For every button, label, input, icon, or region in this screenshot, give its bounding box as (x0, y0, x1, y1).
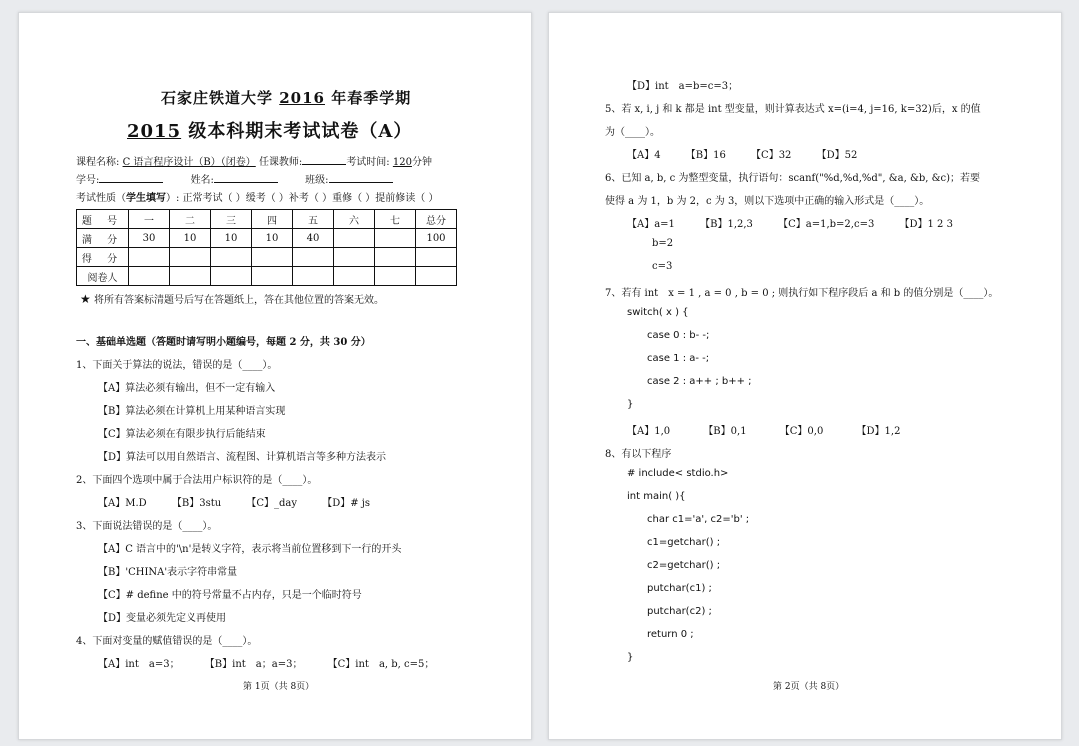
table-cell: 满 分 (77, 229, 129, 248)
code-line: # include< stdio.h> (627, 468, 729, 479)
student-id-label: 学号: (76, 175, 100, 186)
question-4-option-b: 【B】int a；a=3； (204, 659, 303, 670)
table-cell: 40 (293, 229, 334, 248)
table-cell[interactable] (170, 267, 211, 286)
course-name: C 语言程序设计（B）（闭卷） (122, 157, 256, 168)
code-line: case 2 : a++ ; b++ ; (647, 376, 752, 387)
full-score-row (77, 229, 457, 248)
question-2-options (98, 494, 392, 509)
table-cell: 得 分 (77, 248, 129, 267)
notice-text: 将所有答案标清题号后写在答题纸上，答在其他位置的答案无效。 (93, 295, 384, 306)
question-5-option-b: 【B】16 (685, 150, 726, 161)
question-2-stem: 2、下面四个选项中属于合法用户标识符的是（____）。 (76, 475, 318, 486)
question-1-option-b: 【B】算法必须在计算机上用某种语言实现 (98, 406, 286, 417)
teacher-label: 任课教师: (258, 157, 303, 168)
question-1-option-d: 【D】算法可以用自然语言、流程图、计算机语言等多种方法表示 (98, 452, 387, 463)
section-title: 一、基础单选题（答题时请写明小题编号，每题 2 分，共 30 分） (76, 337, 371, 348)
table-cell: 10 (252, 229, 293, 248)
question-3-option-a: 【A】C 语言中的'\n'是转义字符，表示将当前位置移到下一行的开头 (98, 544, 402, 555)
table-cell: 四 (252, 210, 293, 229)
exam-nature-line (76, 189, 438, 204)
question-4-options (98, 655, 456, 670)
question-4-option-a: 【A】int a=3； (98, 659, 180, 670)
table-cell: 阅卷人 (77, 267, 129, 286)
question-6-option-a: 【A】a=1 (627, 219, 675, 230)
question-6-option-d: 【D】1 2 3 (899, 219, 953, 230)
table-cell: 10 (211, 229, 252, 248)
code-line: char c1='a', c2='b' ; (647, 514, 750, 525)
exam-title-text: 级本科期末考试试卷（A） (181, 121, 413, 142)
code-line: c1=getchar() ; (647, 537, 721, 548)
grader-row (77, 267, 457, 286)
table-cell[interactable] (211, 248, 252, 267)
table-cell: 二 (170, 210, 211, 229)
star-icon: ★ (80, 292, 91, 306)
question-6-options (627, 215, 975, 230)
question-1-option-c: 【C】算法必须在有限步执行后能结束 (98, 429, 266, 440)
question-4-option-c: 【C】int a, b, c=5； (327, 659, 435, 670)
question-5-stem-cont: 为（____）。 (605, 127, 660, 138)
name-blank[interactable] (214, 182, 278, 183)
code-line: switch( x ) { (627, 307, 689, 318)
table-cell: 七 (375, 210, 416, 229)
table-cell: 一 (129, 210, 170, 229)
school-line (161, 87, 411, 108)
table-cell (375, 229, 416, 248)
question-2-option-a: 【A】M.D (98, 498, 147, 509)
question-7-option-a: 【A】1,0 (627, 426, 671, 437)
score-table (76, 209, 457, 286)
student-id-blank[interactable] (99, 182, 163, 183)
question-3-option-b: 【B】'CHINA'表示字符串常量 (98, 567, 238, 578)
exam-grade-year: 2015 (127, 121, 182, 142)
question-4-option-d: 【D】int a=b=c=3； (627, 81, 739, 92)
question-5-option-a: 【A】4 (627, 150, 661, 161)
question-6-stem: 6、已知 a, b, c 为整型变量，执行语句：scanf("%d,%d,%d", &a, &b, &c)；若要 (605, 173, 981, 184)
name-label: 姓名: (190, 175, 214, 186)
table-cell[interactable] (293, 248, 334, 267)
table-cell: 六 (334, 210, 375, 229)
table-cell[interactable] (375, 248, 416, 267)
question-6-option-c: 【C】a=1,b=2,c=3 (778, 219, 875, 230)
table-cell: 100 (416, 229, 457, 248)
table-cell[interactable] (334, 267, 375, 286)
question-7-options (627, 422, 922, 437)
code-line: } (627, 652, 634, 663)
table-cell: 题 号 (77, 210, 129, 229)
question-7-option-c: 【C】0,0 (779, 426, 824, 437)
question-2-option-b: 【B】3stu (171, 498, 222, 509)
class-blank[interactable] (329, 182, 393, 183)
question-6-option-b: 【B】1,2,3 (700, 219, 753, 230)
table-cell: 三 (211, 210, 252, 229)
nature-bold: 学生填写 (126, 193, 166, 204)
code-line: } (627, 399, 634, 410)
question-8-stem: 8、有以下程序 (605, 449, 672, 460)
table-cell (334, 229, 375, 248)
table-cell[interactable] (416, 248, 457, 267)
term-year: 2016 (279, 89, 325, 107)
table-cell[interactable] (211, 267, 252, 286)
question-4-stem: 4、下面对变量的赋值错误的是（____）。 (76, 636, 258, 647)
table-cell[interactable] (416, 267, 457, 286)
question-2-option-c: 【C】_day (246, 498, 298, 509)
question-7-stem: 7、若有 int x = 1 , a = 0 , b = 0 ; 则执行如下程序段后 a 和 b 的值分别是（____）。 (605, 288, 999, 299)
table-cell[interactable] (252, 267, 293, 286)
table-cell[interactable] (129, 267, 170, 286)
code-line: return 0 ; (647, 629, 694, 640)
class-label: 班级: (305, 175, 329, 186)
code-line: putchar(c2) ; (647, 606, 712, 617)
page-footer: 第 2页（共 8页） (773, 682, 845, 692)
teacher-blank[interactable] (302, 164, 346, 165)
course-info-line (76, 153, 432, 168)
question-1-stem: 1、下面关于算法的说法，错误的是（____）。 (76, 360, 278, 371)
code-line: case 1 : a- -; (647, 353, 710, 364)
course-label: 课程名称: (76, 157, 120, 168)
question-3-option-d: 【D】变量必须先定义再使用 (98, 613, 227, 624)
notice (80, 291, 384, 306)
code-line: putchar(c1) ; (647, 583, 712, 594)
exam-page-1 (18, 12, 532, 740)
exam-title (127, 117, 412, 143)
table-cell[interactable] (375, 267, 416, 286)
code-line: int main( ){ (627, 491, 686, 502)
table-cell: 总分 (416, 210, 457, 229)
table-cell: 10 (170, 229, 211, 248)
time-unit: 分钟 (411, 157, 432, 168)
question-3-stem: 3、下面说法错误的是（____）。 (76, 521, 218, 532)
got-score-row (77, 248, 457, 267)
page-footer: 第 1页（共 8页） (243, 682, 315, 692)
question-2-option-d: 【D】# js (322, 498, 371, 509)
question-5-options (627, 146, 879, 161)
question-5-option-d: 【D】52 (816, 150, 858, 161)
table-cell[interactable] (252, 248, 293, 267)
school-name: 石家庄铁道大学 (161, 89, 280, 107)
question-6-stem-cont: 使得 a 为 1，b 为 2，c 为 3，则以下选项中正确的输入形式是（____）。 (605, 196, 930, 207)
question-7-option-d: 【D】1,2 (856, 426, 901, 437)
table-cell[interactable] (293, 267, 334, 286)
time-label: 考试时间: (346, 157, 390, 168)
student-info-line (76, 171, 393, 186)
term-text: 年春季学期 (324, 89, 412, 107)
nature-label: 考试性质（ (76, 193, 126, 204)
time-value: 120 (392, 157, 412, 168)
table-cell[interactable] (334, 248, 375, 267)
exam-page-2 (548, 12, 1062, 740)
question-1-option-a: 【A】算法必须有输出，但不一定有输入 (98, 383, 276, 394)
code-line: c2=getchar() ; (647, 560, 721, 571)
code-line: case 0 : b- -; (647, 330, 710, 341)
question-3-option-c: 【C】# define 中的符号常量不占内存，只是一个临时符号 (98, 590, 362, 601)
score-header-row (77, 210, 457, 229)
nature-options: ）: 正常考试（ ）缓考（ ）补考（ ）重修（ ）提前修读（ ） (166, 193, 439, 204)
question-6-option-a-line2: b=2 (652, 238, 674, 249)
table-cell[interactable] (170, 248, 211, 267)
table-cell: 五 (293, 210, 334, 229)
question-7-option-b: 【B】0,1 (703, 426, 747, 437)
question-5-option-c: 【C】32 (751, 150, 792, 161)
question-6-option-a-line3: c=3 (652, 261, 673, 272)
table-cell[interactable] (129, 248, 170, 267)
table-cell: 30 (129, 229, 170, 248)
question-5-stem: 5、若 x, i, j 和 k 都是 int 型变量，则计算表达式 x=(i=4, j=16, k=32)后，x 的值 (605, 104, 981, 115)
